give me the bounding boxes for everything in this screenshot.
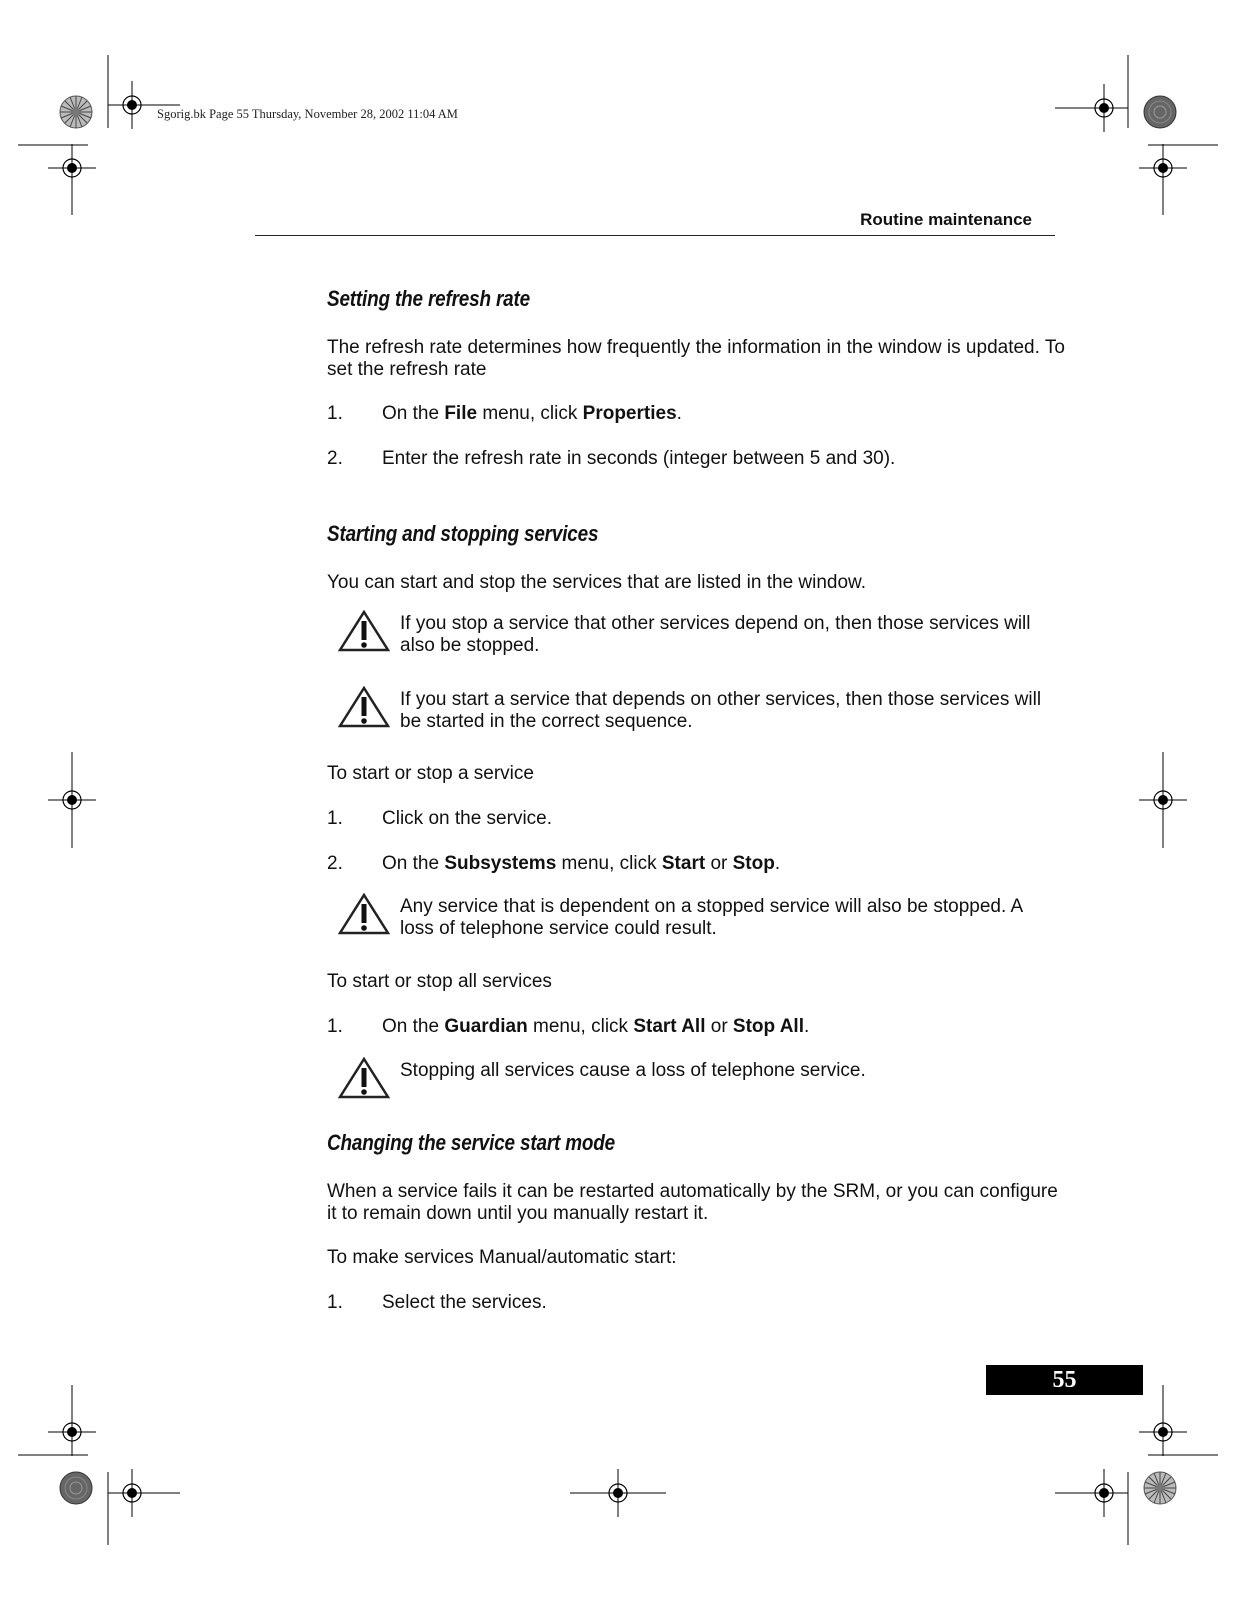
warning-icon — [338, 893, 390, 935]
lead-start-stop-service: To start or stop a service — [327, 763, 534, 784]
step-number: 1. — [327, 1016, 343, 1037]
page-number: 55 — [986, 1365, 1143, 1395]
header-rule — [255, 235, 1055, 236]
lead-start-stop-all: To start or stop all services — [327, 971, 552, 992]
refresh-intro: The refresh rate determines how frequently the information in the window is updated. To set the refresh rate — [327, 337, 1065, 380]
warning-icon — [338, 1057, 390, 1099]
print-slug: Sgorig.bk Page 55 Thursday, November 28, 2002 11:04 AM — [157, 107, 458, 121]
step-number: 2. — [327, 853, 343, 874]
step-number: 1. — [327, 808, 343, 829]
section-title-startmode: Changing the service start mode — [327, 1130, 616, 1155]
warning-icon — [338, 610, 390, 652]
warning-icon — [338, 686, 390, 728]
step-number: 2. — [327, 448, 343, 469]
step-number: 1. — [327, 1292, 343, 1313]
running-head: Routine maintenance — [860, 210, 1032, 229]
services-intro: You can start and stop the services that are listed in the window. — [327, 572, 867, 593]
section-title-services: Starting and stopping services — [327, 521, 599, 546]
section-title-refresh: Setting the refresh rate — [327, 286, 531, 311]
startmode-intro: When a service fails it can be restarted automatically by the SRM, or you can configure it to remain down until you manually restart it. — [327, 1181, 1058, 1224]
step-number: 1. — [327, 403, 343, 424]
lead-startmode: To make services Manual/automatic start: — [327, 1247, 677, 1268]
